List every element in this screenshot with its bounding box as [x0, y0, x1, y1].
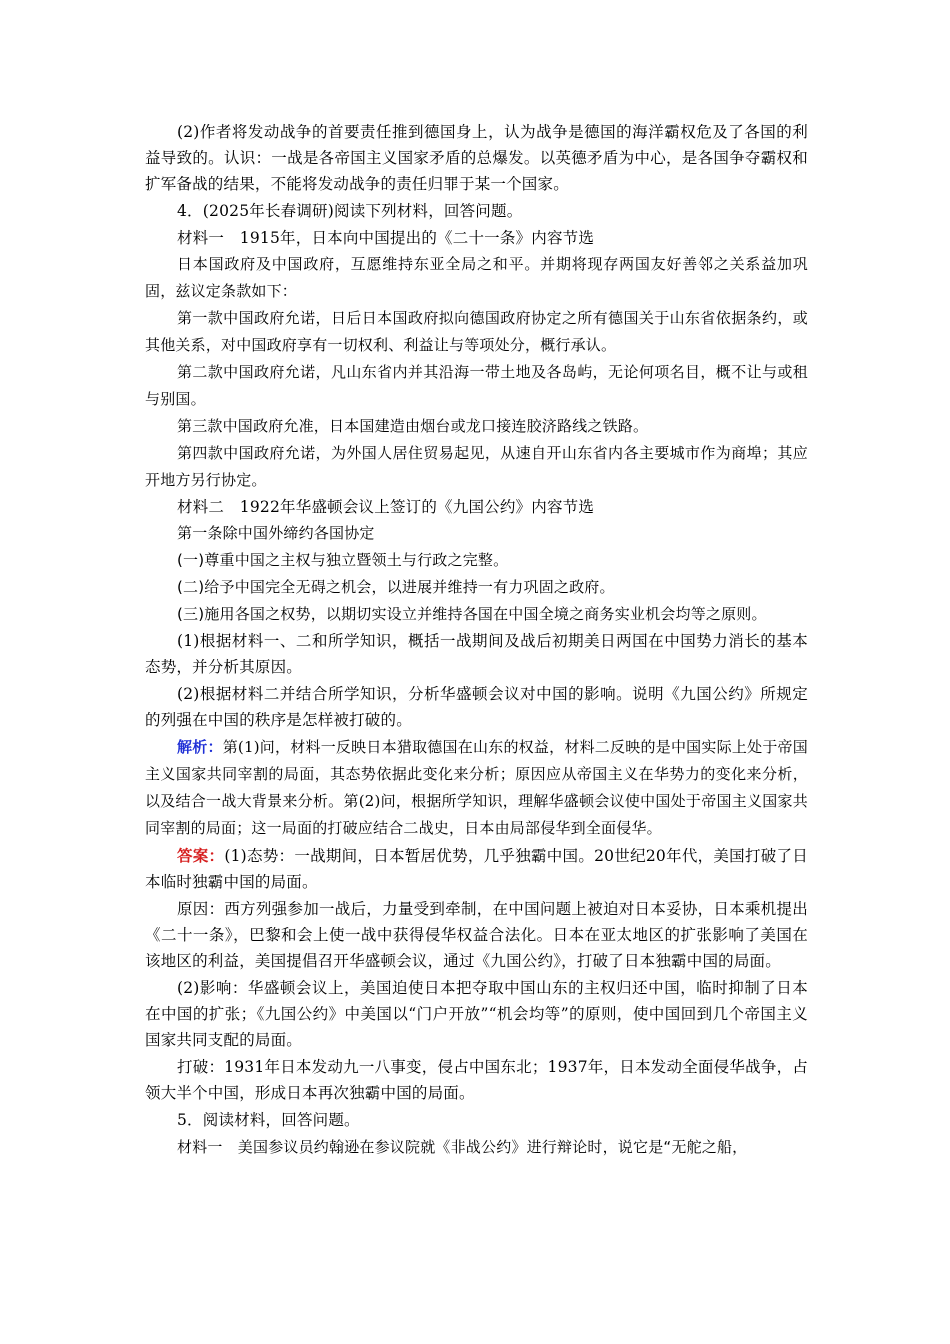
answer-label: 答案： [177, 846, 225, 865]
answer-paragraph: (2)影响：华盛顿会议上，美国迫使日本把夺取中国山东的主权归还中国，临时抑制了日本在中国的扩张；《九国公约》中美国以“门户开放”“机会均等”的原则，使中国回到几个帝国主义国家共同支配的局面。 [145, 979, 808, 1049]
material-title: 材料一 美国参议员约翰逊在参议院就《非战公约》进行辩论时，说它是“无舵之船， [177, 1138, 748, 1156]
answer-paragraph [145, 843, 808, 895]
document-page [145, 119, 808, 1161]
material-text: 第一条除中国外缔约各国协定 [177, 524, 375, 542]
answer-text: (1)态势：一战期间，日本暂居优势，几乎独霸中国。20世纪20年代，美国打破了日本临时独霸中国的局面。 [145, 847, 808, 891]
material-title: 材料二 1922年华盛顿会议上签订的《九国公约》内容节选 [177, 498, 595, 516]
question-heading: 5．阅读材料，回答问题。 [177, 1111, 360, 1129]
material-text: (二)给予中国完全无碍之机会，以进展并维持一有力巩固之政府。 [177, 578, 615, 596]
sub-question: (1)根据材料一、二和所学知识，概括一战期间及战后初期美日两国在中国势力消长的基本态势，并分析其原因。 [145, 632, 808, 676]
material-text: 第四款中国政府允诺，为外国人居住贸易起见，从速自开山东省内各主要城市作为商埠；其应开地方另行协定。 [145, 444, 808, 489]
answer-paragraph: 打破：1931年日本发动九一八事变，侵占中国东北；1937年，日本发动全面侵华战争，占领大半个中国，形成日本再次独霸中国的局面。 [145, 1058, 808, 1102]
material-text: 第二款中国政府允诺，凡山东省内并其沿海一带土地及各岛屿，无论何项名目，概不让与或租与别国。 [145, 363, 808, 408]
material-text: (三)施用各国之权势，以期切实设立并维持各国在中国全境之商务实业机会均等之原则。 [177, 605, 767, 623]
sub-question: (2)根据材料二并结合所学知识，分析华盛顿会议对中国的影响。说明《九国公约》所规定的列强在中国的秩序是怎样被打破的。 [145, 685, 808, 729]
analysis-label: 解析： [177, 738, 223, 756]
material-text: 日本国政府及中国政府，互愿维持东亚全局之和平。并期将现存两国友好善邻之关系益加巩固，兹议定条款如下： [145, 255, 808, 300]
answer-paragraph: (2)作者将发动战争的首要责任推到德国身上，认为战争是德国的海洋霸权危及了各国的利益导致的。认识：一战是各帝国主义国家矛盾的总爆发。以英德矛盾为中心，是各国争夺霸权和扩军备战的结果，不能将发动战争的责任归罪于某一个国家。 [145, 123, 808, 193]
material-title: 材料一 1915年，日本向中国提出的《二十一条》内容节选 [177, 229, 595, 247]
analysis-text: 第(1)问，材料一反映日本猎取德国在山东的权益，材料二反映的是中国实际上处于帝国主义国家共同宰割的局面，其态势依据此变化来分析；原因应从帝国主义在华势力的变化来分析，以及结合一战大背景来分析。第(2)问，根据所学知识，理解华盛顿会议使中国处于帝国主义国家共同宰割的局面；这一局面的打破应结合二战史，日本由局部侵华到全面侵华。 [145, 738, 808, 837]
material-text: 第三款中国政府允准，日本国建造由烟台或龙口接连胶济路线之铁路。 [177, 417, 649, 435]
question-heading: 4．(2025年长春调研)阅读下列材料，回答问题。 [177, 202, 523, 220]
answer-paragraph: 原因：西方列强参加一战后，力量受到牵制，在中国问题上被迫对日本妥协，日本乘机提出《二十一条》，巴黎和会上使一战中获得侵华权益合法化。日本在亚太地区的扩张影响了美国在该地区的利益，美国提倡召开华盛顿会议，通过《九国公约》，打破了日本独霸中国的局面。 [145, 900, 808, 970]
analysis-paragraph [145, 734, 808, 842]
material-text: 第一款中国政府允诺，日后日本国政府拟向德国政府协定之所有德国关于山东省依据条约，或其他关系，对中国政府享有一切权利、利益让与等项处分，概行承认。 [145, 309, 808, 354]
material-text: (一)尊重中国之主权与独立暨领土与行政之完整。 [177, 551, 509, 569]
